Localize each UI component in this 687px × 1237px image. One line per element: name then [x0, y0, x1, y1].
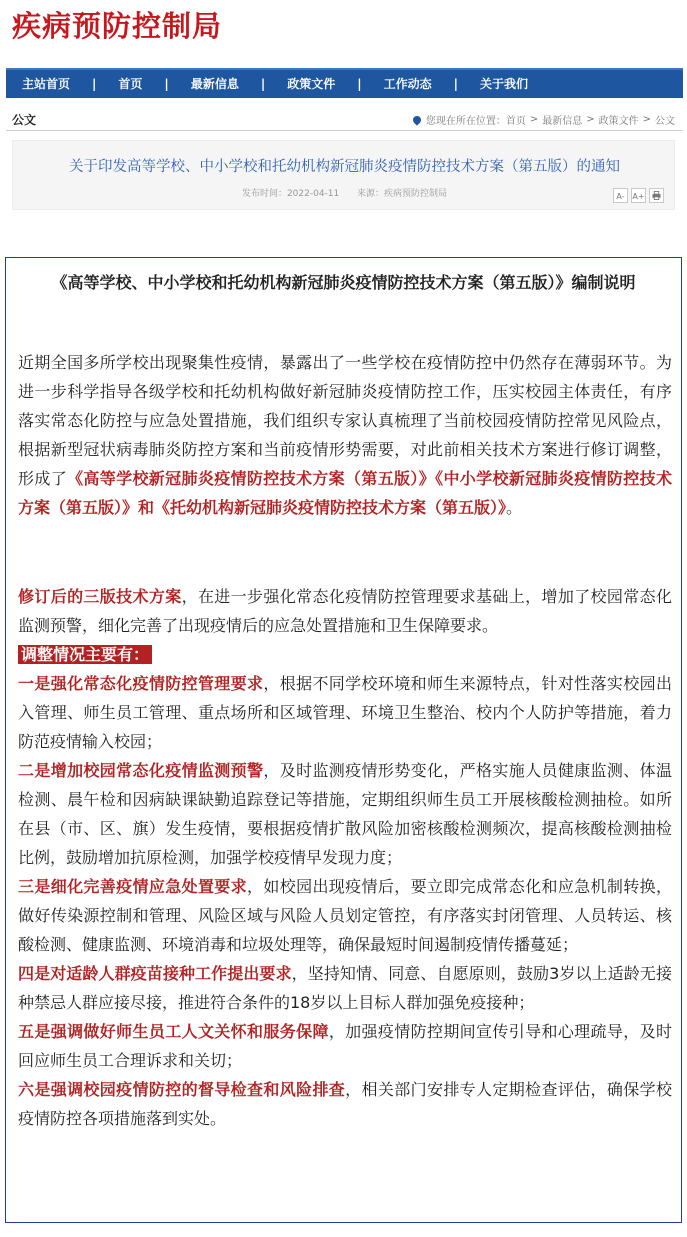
point-text: ，坚持知情、同意、自愿原则，鼓励3岁以上适龄无接种禁忌人群应接尽接，推进符合条件的18岁以上目标人群加强免疫接种；	[18, 964, 672, 1012]
breadcrumb-separator: >	[642, 114, 651, 125]
point-lead: 六是强调校园疫情防控的督导检查和风险排查	[18, 1080, 346, 1099]
point-text: ，加强疫情防控期间宣传引导和心理疏导，及时回应师生员工合理诉求和关切；	[18, 1022, 672, 1070]
breadcrumb-link-policy[interactable]: 政策文件	[598, 116, 639, 127]
nav-list	[22, 70, 528, 98]
breadcrumb-link-home[interactable]: 首页	[505, 116, 526, 127]
point-lead: 三是细化完善疫情应急处置要求	[18, 877, 248, 896]
publish-date: 2022-04-11	[286, 189, 340, 199]
point-lead: 五是强调做好师生员工人文关怀和服务保障	[18, 1022, 329, 1041]
summary-highlight: 修订后的三版技术方案	[18, 587, 182, 606]
point-item	[18, 872, 672, 959]
nav-separator: |	[92, 77, 97, 91]
point-text: ，根据不同学校环境和师生来源特点，针对性落实校园出入管理、师生员工管理、重点场所和区域管理、环境卫生整治、校内个人防护等措施，着力防范疫情输入校园；	[18, 674, 672, 751]
nav-item-work[interactable]: 工作动态	[383, 77, 432, 91]
breadcrumb-location-label: 您现在所在位置：	[425, 116, 506, 127]
summary-paragraph	[18, 582, 672, 1133]
date-label: 发布时间：	[241, 189, 287, 199]
nav-item-home[interactable]: 首页	[118, 77, 143, 91]
point-item	[18, 756, 672, 872]
adjust-title: 调整情况主要有：	[18, 645, 152, 664]
nav-separator: |	[260, 77, 266, 91]
point-item	[18, 1075, 672, 1133]
document-heading: 《高等学校、中小学校和托幼机构新冠肺炎疫情防控技术方案（第五版）》编制说明	[51, 273, 636, 292]
point-item	[18, 959, 672, 1017]
site-header	[0, 0, 687, 66]
point-text: ，相关部门安排专人定期检查评估，确保学校疫情防控各项措施落到实处。	[18, 1080, 672, 1128]
article-tools	[610, 188, 664, 203]
breadcrumb-link-latest[interactable]: 最新信息	[542, 116, 583, 127]
point-lead: 一是强化常态化疫情防控管理要求	[18, 674, 264, 693]
article-source: 疾病预防控制局	[384, 189, 448, 199]
main-nav	[6, 68, 683, 98]
nav-item-policy[interactable]: 政策文件	[287, 77, 336, 91]
intro-text: 近期全国多所学校出现聚集性疫情，暴露出了一些学校在疫情防控中仍然存在薄弱环节。为进一步科学指导各级学校和托幼机构做好新冠肺炎疫情防控工作，压实校园主体责任，有序落实常态化防控与应急处置措施，我们组织专家认真梳理了当前校园疫情防控常见风险点，根据新型冠状病毒肺炎防控方案和当前疫情形势需要，对此前相关技术方案进行修订调整，形成了	[18, 353, 672, 488]
point-lead: 四是对适龄人群疫苗接种工作提出要求	[18, 964, 292, 983]
section-title: 公文	[12, 113, 37, 127]
document-body	[5, 257, 682, 1223]
point-lead: 二是增加校园常态化疫情监测预警	[18, 761, 264, 780]
font-increase-button[interactable]: A+	[631, 188, 646, 203]
source-label: 来源：	[357, 189, 385, 199]
nav-separator: |	[164, 77, 169, 91]
breadcrumb	[413, 112, 675, 127]
breadcrumb-separator: >	[529, 114, 539, 125]
location-pin-icon	[411, 114, 422, 125]
site-logo[interactable]: 疾病预防控制局	[12, 9, 223, 43]
summary-text: ，在进一步强化常态化疫情防控管理要求基础上，增加了校园常态化监测预警，细化完善了出现疫情后的应急处置措施和卫生保障要求。	[18, 587, 672, 635]
article-meta	[13, 186, 676, 199]
print-icon	[652, 191, 661, 200]
point-item	[18, 1017, 672, 1075]
point-item	[18, 669, 672, 756]
intro-end: 。	[506, 498, 523, 517]
breadcrumb-current: 公文	[655, 116, 675, 127]
point-text: ，及时监测疫情形势变化，严格实施人员健康监测、体温检测、晨午检和因病缺课缺勤追踪登记等措施，定期组织师生员工开展核酸检测抽检。如所在县（市、区、旗）发生疫情，要根据疫情扩散风险加密核酸检测频次，提高核酸检测抽检比例，鼓励增加抗原检测，加强学校疫情早发现力度；	[18, 761, 672, 867]
nav-separator: |	[357, 77, 362, 91]
article-title: 关于印发高等学校、中小学校和托幼机构新冠肺炎疫情防控技术方案（第五版）的通知	[69, 159, 620, 175]
font-decrease-button[interactable]: A-	[613, 188, 628, 203]
nav-item-about[interactable]: 关于我们	[480, 77, 529, 91]
breadcrumb-row	[6, 106, 683, 131]
intro-highlight: 《高等学校新冠肺炎疫情防控技术方案（第五版）》《中小学校新冠肺炎疫情防控技术方案（第五版）》和《托幼机构新冠肺炎疫情防控技术方案（第五版）》	[18, 469, 672, 517]
nav-item-main-home[interactable]: 主站首页	[22, 77, 71, 91]
nav-separator: |	[453, 77, 459, 91]
breadcrumb-separator: >	[586, 114, 595, 125]
article-header	[12, 140, 675, 210]
point-text: ，如校园出现疫情后，要立即完成常态化和应急机制转换，做好传染源控制和管理、风险区域与风险人员划定管控，有序落实封闭管理、人员转运、核酸检测、健康监测、环境消毒和垃圾处理等，确保最短时间遏制疫情传播蔓延；	[18, 877, 672, 954]
print-button[interactable]	[649, 188, 664, 203]
intro-paragraph	[18, 348, 672, 522]
nav-item-latest[interactable]: 最新信息	[190, 77, 239, 91]
